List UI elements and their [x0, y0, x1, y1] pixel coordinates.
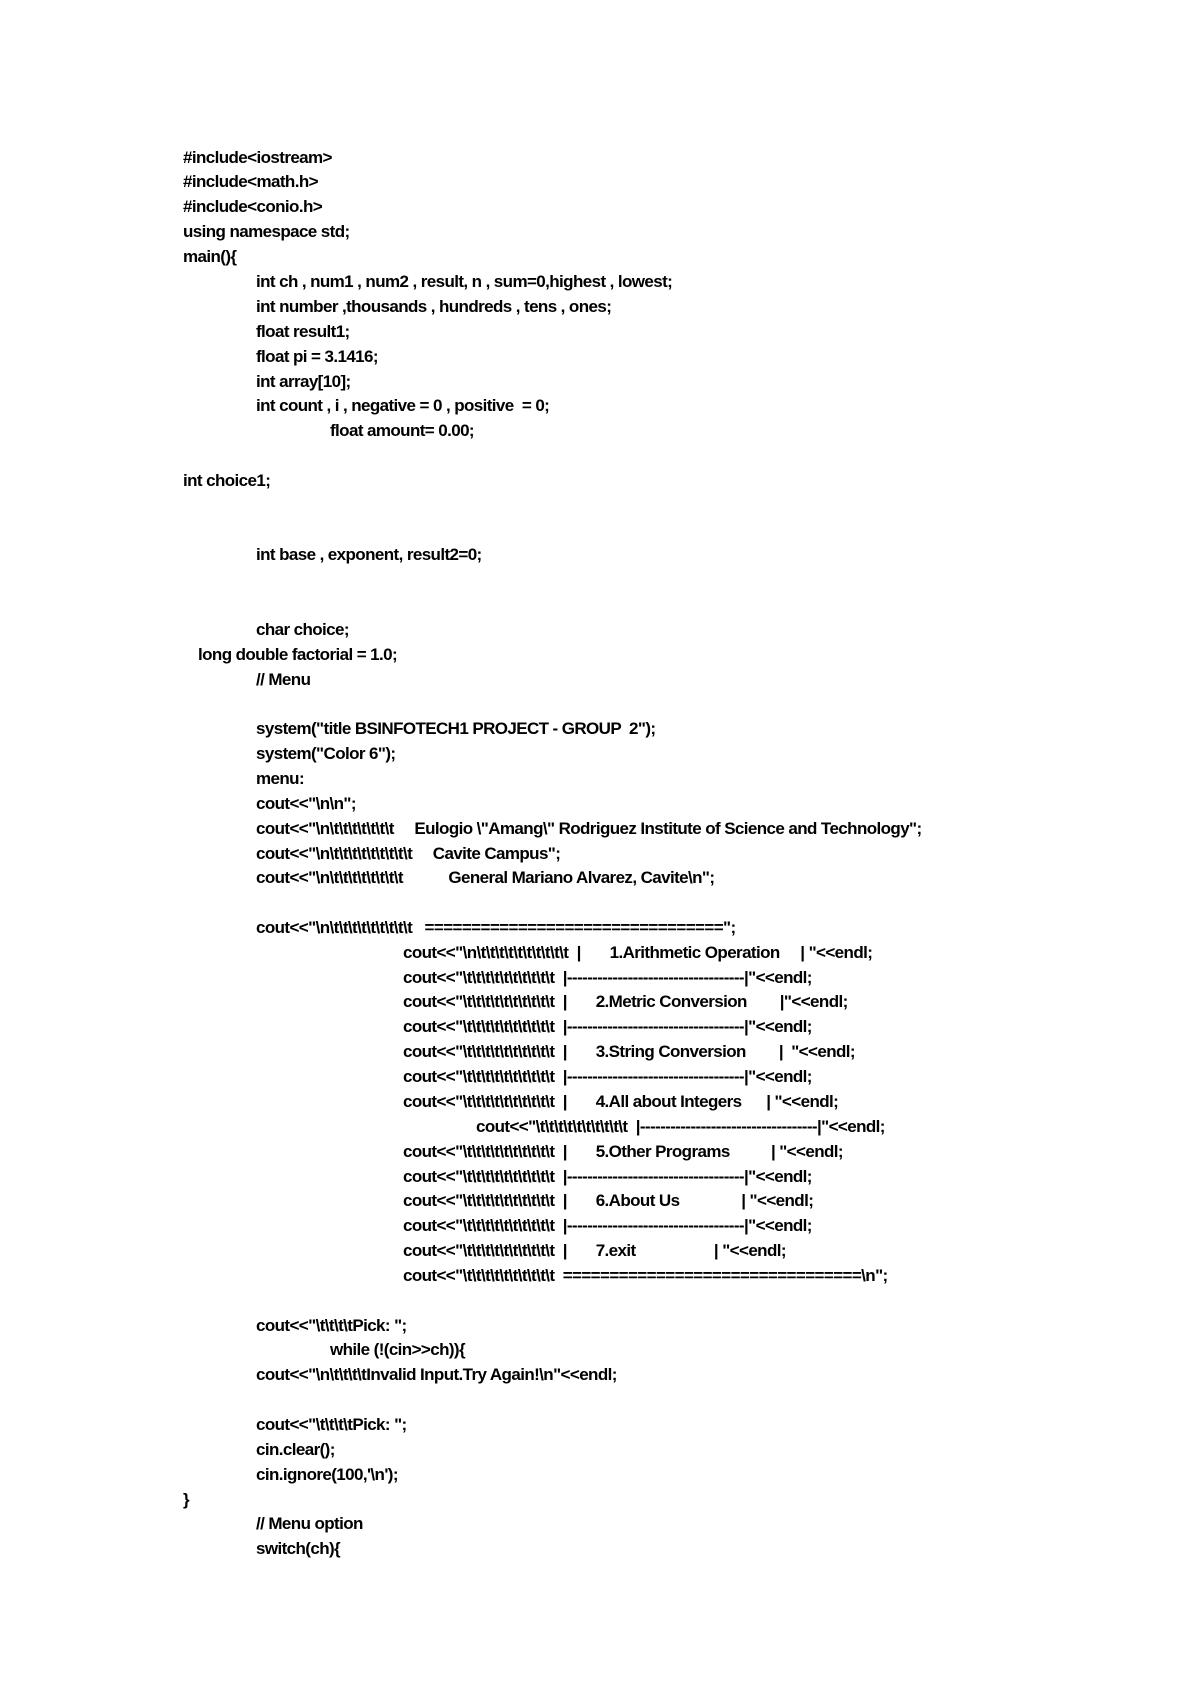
code-line: float pi = 3.1416; [256, 347, 378, 366]
code-line: cout<<"\n\t\t\t\t\t\t\t\t\t ================================"; [256, 918, 736, 937]
code-line: // Menu [256, 670, 311, 689]
code-line: cout<<"\t\t\t\t\t\t\t\t\t\t | 3.String Conversion | "<<endl; [403, 1042, 855, 1061]
code-line: cout<<"\n\t\t\t\tInvalid Input.Try Again!\n"<<endl; [256, 1365, 617, 1384]
code-line: system("title BSINFOTECH1 PROJECT - GROUP 2"); [256, 719, 656, 738]
code-line: #include<conio.h> [183, 197, 323, 216]
code-line: #include<iostream> [183, 148, 332, 167]
code-line: cout<<"\t\t\t\t\t\t\t\t\t\t | 5.Other Programs | "<<endl; [403, 1142, 843, 1161]
code-line: cout<<"\t\t\t\t\t\t\t\t\t\t |-----------------------------------|"<<endl; [403, 1167, 812, 1186]
code-line: int base , exponent, result2=0; [256, 545, 482, 564]
code-line: // Menu option [256, 1514, 363, 1533]
code-line: long double factorial = 1.0; [198, 645, 398, 664]
code-line: cout<<"\n\t\t\t\t\t\t\t Eulogio \"Amang\" Rodriguez Institute of Science and Technology"; [256, 819, 922, 838]
code-line: cout<<"\n\t\t\t\t\t\t\t\t\t\t | 1.Arithmetic Operation | "<<endl; [403, 943, 873, 962]
code-line: int ch , num1 , num2 , result, n , sum=0,highest , lowest; [256, 272, 673, 291]
code-line: char choice; [256, 620, 349, 639]
code-line: float amount= 0.00; [330, 421, 474, 440]
code-line: int count , i , negative = 0 , positive = 0; [256, 396, 550, 415]
code-line: cout<<"\t\t\t\t\t\t\t\t\t\t | 7.exit | "<<endl; [403, 1241, 786, 1260]
code-line: cout<<"\t\t\t\t\t\t\t\t\t\t |-----------------------------------|"<<endl; [403, 968, 812, 987]
code-line: cout<<"\n\t\t\t\t\t\t\t\t General Mariano Alvarez, Cavite\n"; [256, 868, 715, 887]
code-line: switch(ch){ [256, 1539, 341, 1558]
code-line: cout<<"\t\t\t\tPick: "; [256, 1316, 407, 1335]
code-line: int number ,thousands , hundreds , tens , ones; [256, 297, 612, 316]
code-line: cout<<"\t\t\t\tPick: "; [256, 1415, 407, 1434]
code-line: menu: [256, 769, 305, 788]
code-line: #include<math.h> [183, 172, 318, 191]
code-line: cout<<"\t\t\t\t\t\t\t\t\t\t |-----------------------------------|"<<endl; [403, 1216, 812, 1235]
code-line: cin.clear(); [256, 1440, 335, 1459]
code-line: cout<<"\t\t\t\t\t\t\t\t\t\t | 6.About Us | "<<endl; [403, 1191, 814, 1210]
code-line: cout<<"\t\t\t\t\t\t\t\t\t\t |-----------------------------------|"<<endl; [403, 1017, 812, 1036]
code-line: cout<<"\t\t\t\t\t\t\t\t\t\t ================================\n"; [403, 1266, 888, 1285]
code-line: int array[10]; [256, 372, 351, 391]
code-line: float result1; [256, 322, 350, 341]
code-line: } [183, 1490, 190, 1509]
code-line: cout<<"\t\t\t\t\t\t\t\t\t\t | 4.All about Integers | "<<endl; [403, 1092, 839, 1111]
code-line: system("Color 6"); [256, 744, 396, 763]
code-line: cout<<"\n\n"; [256, 794, 356, 813]
code-line: using namespace std; [183, 222, 350, 241]
code-line: while (!(cin>>ch)){ [330, 1340, 466, 1359]
code-line: cin.ignore(100,'\n'); [256, 1465, 398, 1484]
code-line: int choice1; [183, 471, 271, 490]
code-line: cout<<"\t\t\t\t\t\t\t\t\t\t | 2.Metric Conversion |"<<endl; [403, 992, 848, 1011]
code-line: main(){ [183, 247, 237, 266]
code-line: cout<<"\t\t\t\t\t\t\t\t\t\t |-----------------------------------|"<<endl; [403, 1067, 812, 1086]
code-line: cout<<"\n\t\t\t\t\t\t\t\t\t Cavite Campus"; [256, 844, 561, 863]
code-line: cout<<"\t\t\t\t\t\t\t\t\t\t |-----------------------------------|"<<endl; [476, 1117, 885, 1136]
